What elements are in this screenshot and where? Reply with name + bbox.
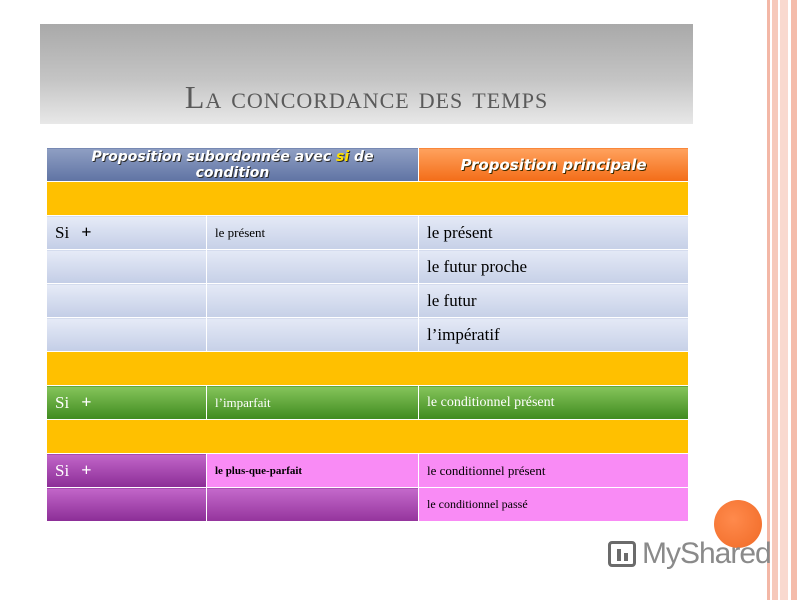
myshared-logo [608, 537, 771, 571]
main-tense: le présent [419, 216, 689, 250]
header-left-suffix: de condition [195, 148, 374, 181]
main-tense: le conditionnel présent [419, 454, 689, 488]
header-subordinate [47, 148, 419, 182]
logo-text: MyShared [642, 537, 771, 570]
main-tense: le futur [419, 284, 689, 318]
header-left-si: si [336, 148, 350, 165]
separator-row [47, 420, 689, 454]
separator-row [47, 352, 689, 386]
si-cell: Si + [47, 216, 207, 250]
decorative-stripes [760, 0, 800, 600]
separator-row [47, 182, 689, 216]
table-row [47, 250, 689, 284]
subordinate-tense: le plus-que-parfait [207, 454, 419, 488]
subordinate-tense: l’imparfait [207, 386, 419, 420]
table-row [47, 386, 689, 420]
header-main: Proposition principale [419, 148, 689, 182]
table-row [47, 216, 689, 250]
main-tense: le futur proche [419, 250, 689, 284]
table-row [47, 454, 689, 488]
si-cell: Si + [47, 454, 207, 488]
main-tense: le conditionnel présent [419, 386, 689, 420]
presentation-chart-icon [608, 541, 636, 567]
header-left-prefix: Proposition subordonnée avec [91, 148, 337, 165]
table-row [47, 488, 689, 522]
title-banner [40, 24, 693, 124]
table-row [47, 318, 689, 352]
slide-title: La concordance des temps [184, 79, 549, 115]
table-header-row [47, 148, 689, 182]
table-row [47, 284, 689, 318]
main-tense: l’impératif [419, 318, 689, 352]
tense-agreement-table [46, 147, 689, 522]
subordinate-tense: le présent [207, 216, 419, 250]
main-tense: le conditionnel passé [419, 488, 689, 522]
si-cell: Si + [47, 386, 207, 420]
